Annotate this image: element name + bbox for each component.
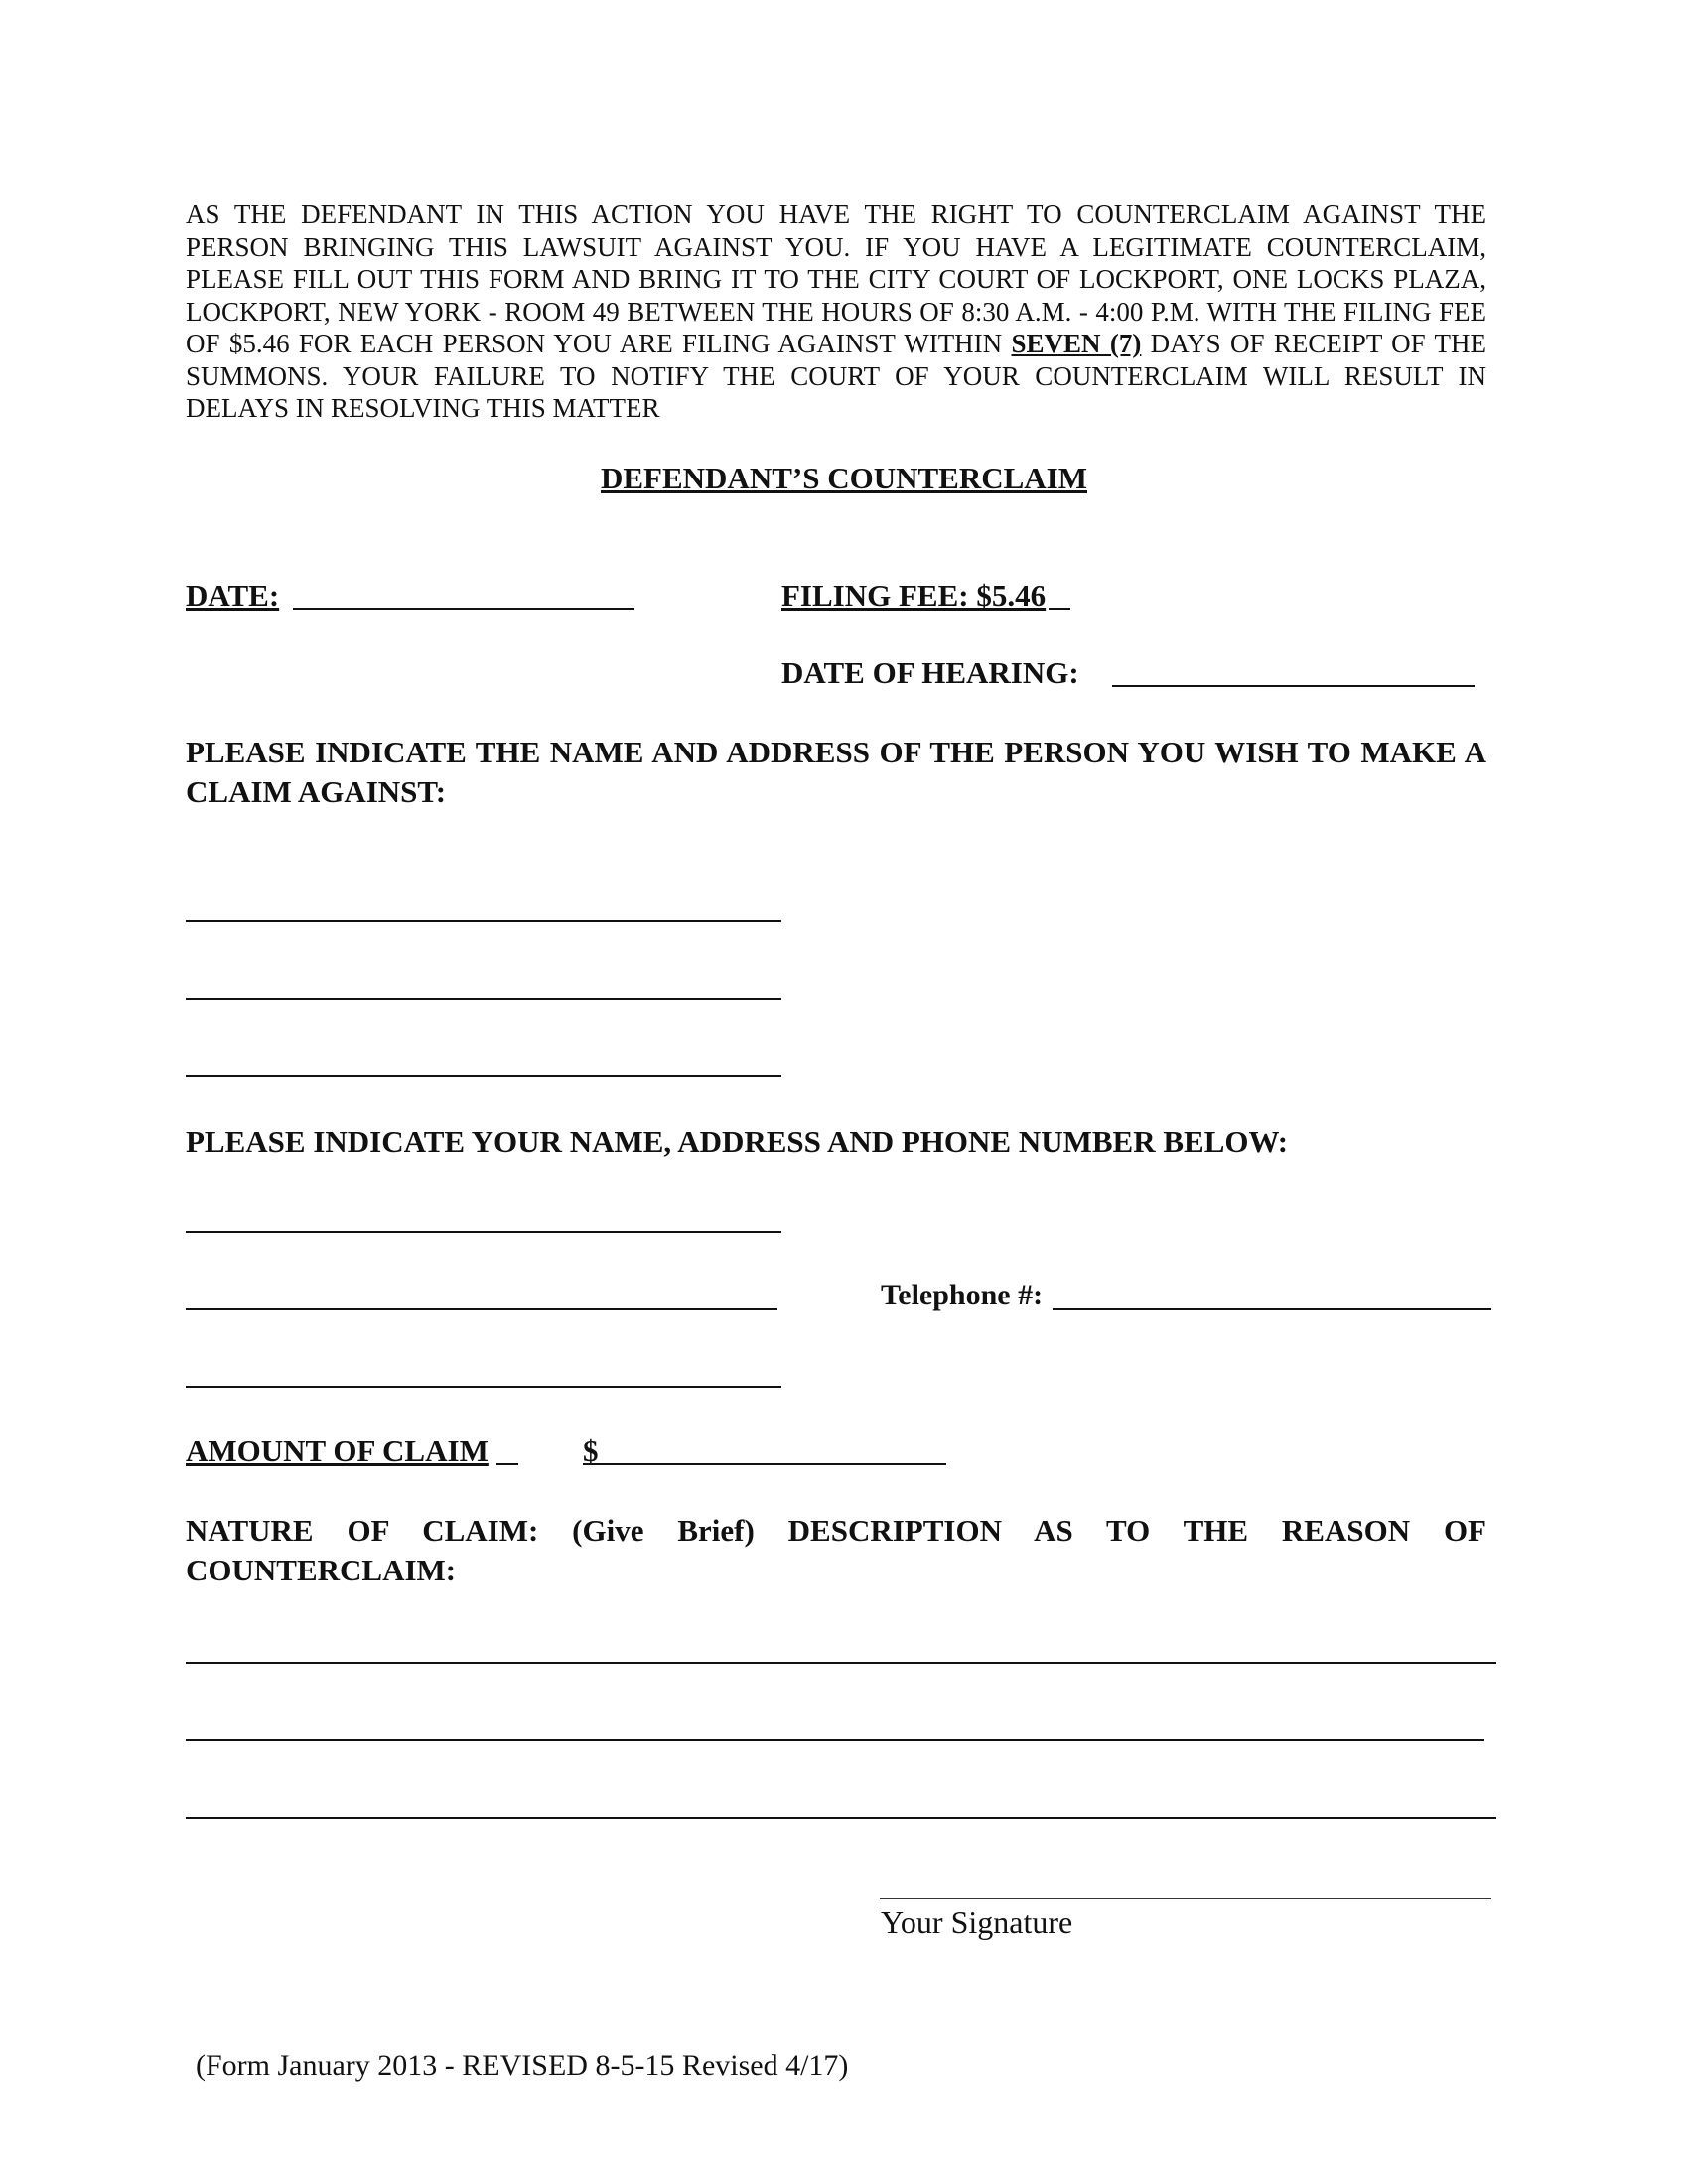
- notice-emphasis: SEVEN (7): [1011, 329, 1142, 358]
- your-info-line-1[interactable]: [186, 1231, 781, 1233]
- claim-against-line-2[interactable]: [186, 998, 781, 1000]
- signature-label: Your Signature: [881, 1904, 1073, 1940]
- filing-fee-underline-tail: [1049, 608, 1070, 610]
- nature-line-2[interactable]: [186, 1739, 1484, 1741]
- claim-against-line-1[interactable]: [186, 920, 781, 922]
- your-info-instructions: PLEASE INDICATE YOUR NAME, ADDRESS AND PHONE NUMBER BELOW:: [186, 1124, 1289, 1159]
- notice-paragraph: [186, 199, 1486, 425]
- your-info-line-3[interactable]: [186, 1386, 781, 1388]
- telephone-label: Telephone #:: [881, 1279, 1044, 1311]
- amount-field[interactable]: [583, 1463, 946, 1465]
- hearing-date-field[interactable]: [1112, 685, 1475, 687]
- nature-of-claim-instructions: NATURE OF CLAIM: (Give Brief) DESCRIPTION AS TO THE REASON OF COUNTERCLAIM:: [186, 1513, 1486, 1587]
- telephone-field[interactable]: [1053, 1308, 1491, 1310]
- your-info-line-2[interactable]: [186, 1308, 777, 1310]
- hearing-label: DATE OF HEARING:: [781, 655, 1079, 690]
- notice-text-part2: DAYS OF RECEIPT OF THE SUMMONS. YOUR FAILURE TO NOTIFY THE COURT OF YOUR COUNTERCLAIM WILL RESULT IN DELAYS IN RESOLVING THIS MATTER: [186, 329, 1487, 423]
- nature-line-1[interactable]: [186, 1662, 1496, 1664]
- filing-fee-label: FILING FEE: $5.46: [781, 578, 1047, 613]
- nature-line-3[interactable]: [186, 1817, 1496, 1819]
- amount-label-underline-tail: [496, 1463, 518, 1465]
- page-title: DEFENDANT’S COUNTERCLAIM: [600, 461, 1087, 495]
- date-field[interactable]: [293, 608, 634, 610]
- amount-label: AMOUNT OF CLAIM: [186, 1433, 489, 1468]
- claim-against-instructions: PLEASE INDICATE THE NAME AND ADDRESS OF THE PERSON YOU WISH TO MAKE A CLAIM AGAINST:: [186, 735, 1486, 809]
- date-label: DATE:: [186, 578, 280, 613]
- notice-text-part1: AS THE DEFENDANT IN THIS ACTION YOU HAVE THE RIGHT TO COUNTERCLAIM AGAINST THE PERSON BRINGING THIS LAWSUIT AGAINST YOU. IF YOU HAVE A LEGITIMATE COUNTERCLAIM, PLEASE FILL OUT THIS FORM AND BRING IT TO THE CITY COURT OF LOCKPORT, ONE LOCKS PLAZA, LOCKPORT, NEW YORK - ROOM 49 BETWEEN THE HOURS OF 8:30 A.M. - 4:00 P.M. WITH THE FILING FEE OF $5.46 FOR EACH PERSON YOU ARE FILING AGAINST WITHIN: [186, 200, 1486, 358]
- claim-against-line-3[interactable]: [186, 1075, 781, 1077]
- form-revision-footer: (Form January 2013 - REVISED 8-5-15 Revised 4/17): [196, 2049, 849, 2082]
- signature-line[interactable]: [880, 1898, 1491, 1899]
- currency-symbol: $: [583, 1433, 599, 1468]
